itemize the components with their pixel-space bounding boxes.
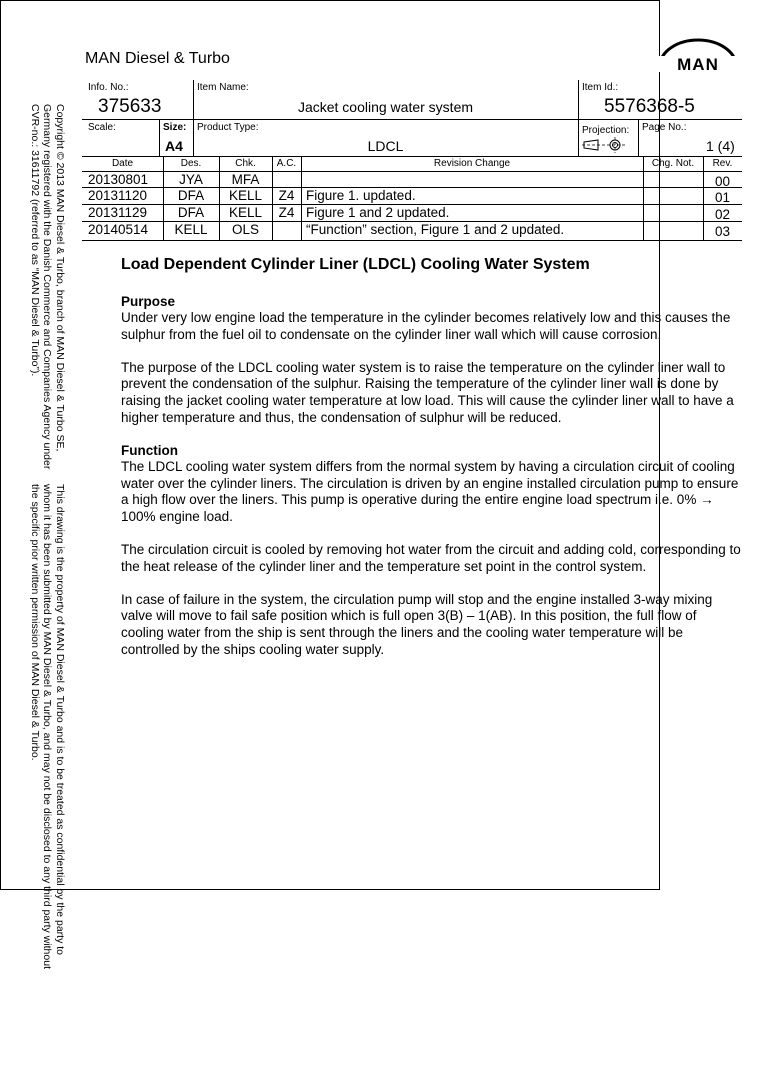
confidentiality-notice: This drawing is the property of MAN Diesel & Turbo and is to be treated as confidential by the party to whom it has been submitted by MAN Diesel & Turbo, and may not be disclosed to any third party without the specific prior written permission of MAN Diesel & Turbo. bbox=[29, 484, 66, 969]
product-type-value: LDCL bbox=[367, 138, 404, 154]
info-no-label: Info. No.: bbox=[88, 82, 129, 93]
function-paragraph-2: The circulation circuit is cooled by removing hot water from the circuit and adding cold, corresponding to the heat release of the cylinder liner and the temperature set point in the control system. bbox=[121, 541, 741, 574]
projection-label: Projection: bbox=[582, 125, 630, 136]
document-title: Load Dependent Cylinder Liner (LDCL) Cooling Water System bbox=[121, 256, 590, 273]
size-label: Size: bbox=[163, 122, 187, 133]
purpose-paragraph-1: Under very low engine load the temperature in the cylinder becomes relatively low and this causes the sulphur from the fuel oil to condensate on the cylinder liner wall which will cause corrosion. bbox=[121, 310, 731, 342]
svg-text:MAN: MAN bbox=[677, 55, 719, 74]
projection-symbol-icon bbox=[582, 137, 628, 153]
col-date-header: Date bbox=[111, 158, 134, 169]
page-no-value: 1 (4) bbox=[706, 138, 735, 154]
col-chgnot-header: Chg. Not. bbox=[651, 158, 695, 169]
scale-label: Scale: bbox=[88, 122, 116, 133]
size-value: A4 bbox=[165, 138, 183, 154]
purpose-paragraph-2: The purpose of the LDCL cooling water system is to raise the temperature on the cylinder liner wall to prevent the condensation of the sulphur. Raising the temperature of the cylinder liner wall is done by raising the jacket cooling water temperature at low load. This will cause the cylinder liner wall to have a higher temperature and thus, the condensation of sulphur will be reduced. bbox=[121, 359, 734, 425]
col-chk-header: Chk. bbox=[235, 158, 256, 169]
function-paragraph-3: In case of failure in the system, the circulation pump will stop and the engine installed 3-way mixing valve will move to fail safe position which is full open 3(B) – 1(AB). In this position, the full flow of cooling water from the ship is sent through the liners and the cooling water temperature will be controlled by the ships cooling water supply. bbox=[121, 591, 713, 657]
col-des-header: Des. bbox=[180, 158, 202, 169]
page-no-label: Page No.: bbox=[642, 122, 687, 133]
item-id-label: Item Id.: bbox=[582, 82, 619, 93]
col-ac-header: A.C. bbox=[276, 158, 297, 169]
purpose-heading: Purpose bbox=[121, 294, 176, 309]
col-rev-header: Rev. bbox=[712, 158, 733, 169]
col-change-header: Revision Change bbox=[433, 158, 511, 169]
function-paragraph-1: The LDCL cooling water system differs from the normal system by having a circulation circuit of cooling water over the cylinder liners. The circulation is driven by an engine installed circulation pump to ensure a high flow over the liners. This pump is operative during the entire engine load spectrum i.e. 0% → 100% engine load. bbox=[121, 458, 739, 525]
item-id-value: 5576368-5 bbox=[604, 96, 695, 117]
product-type-label: Product Type: bbox=[197, 122, 259, 133]
function-heading: Function bbox=[121, 442, 178, 458]
company-name: MAN Diesel & Turbo bbox=[85, 50, 230, 67]
item-name-label: Item Name: bbox=[197, 82, 249, 93]
man-logo bbox=[656, 36, 740, 80]
document-body bbox=[121, 256, 741, 675]
item-name-value: Jacket cooling water system bbox=[297, 99, 474, 115]
info-no-value: 375633 bbox=[98, 96, 162, 117]
copyright-notice: Copyright © 2013 MAN Diesel & Turbo, branch of MAN Diesel & Turbo SE, Germany registered with the Danish Commerce and Companies Agency under CVR-no.: 31611792 (referred to as “MAN Diesel & Turbo”). bbox=[29, 104, 66, 470]
